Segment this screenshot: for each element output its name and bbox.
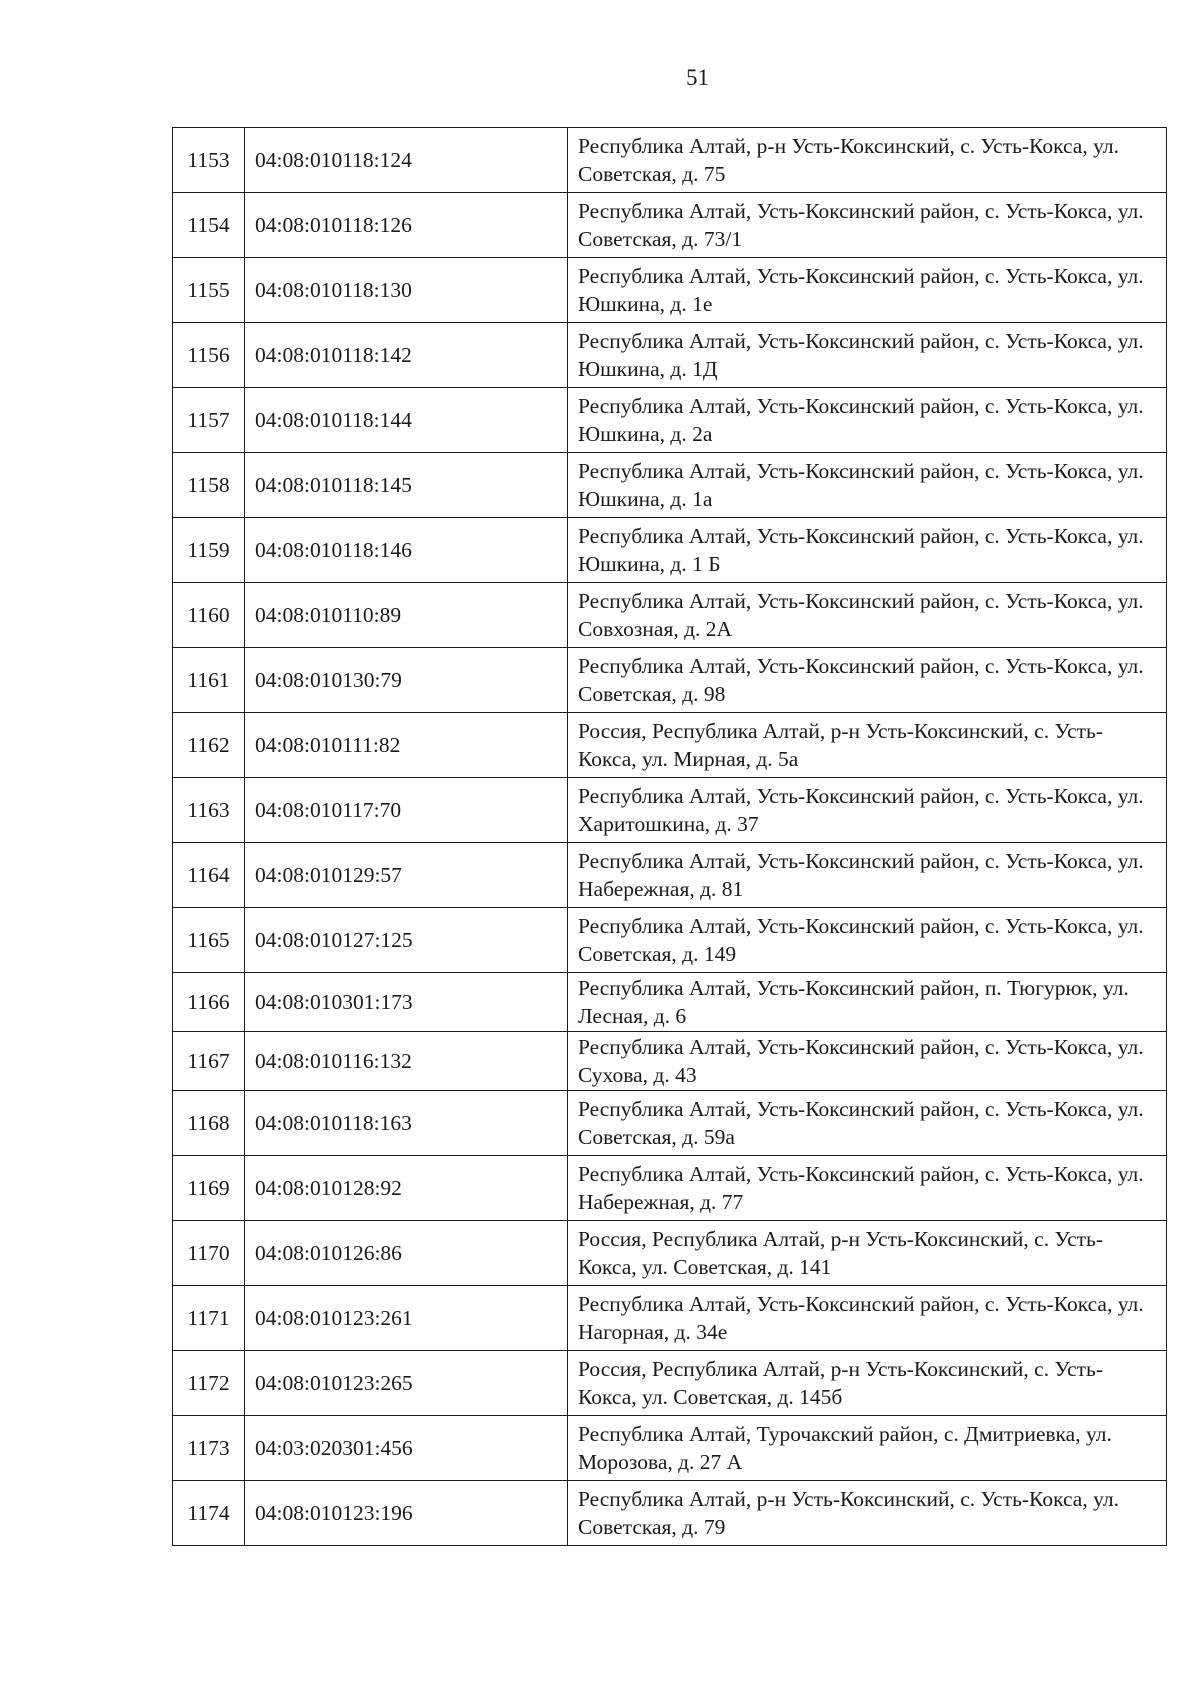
- row-number: 1168: [173, 1091, 245, 1156]
- table-row: [173, 843, 1167, 908]
- row-number: 1163: [173, 778, 245, 843]
- address: Республика Алтай, Усть-Коксинский район, с. Усть-Кокса, ул. Совхозная, д. 2А: [568, 583, 1167, 648]
- address: Республика Алтай, р-н Усть-Коксинский, с. Усть-Кокса, ул. Советская, д. 75: [568, 128, 1167, 193]
- cadastral-number: 04:08:010110:89: [245, 583, 568, 648]
- table-row: [173, 1221, 1167, 1286]
- row-number: 1172: [173, 1351, 245, 1416]
- address: Россия, Республика Алтай, р-н Усть-Коксинский, с. Усть-Кокса, ул. Советская, д. 141: [568, 1221, 1167, 1286]
- address: Республика Алтай, Усть-Коксинский район, с. Усть-Кокса, ул. Харитошкина, д. 37: [568, 778, 1167, 843]
- row-number: 1158: [173, 453, 245, 518]
- table-row: [173, 258, 1167, 323]
- table-row: [173, 1156, 1167, 1221]
- address: Республика Алтай, Усть-Коксинский район, с. Усть-Кокса, ул. Юшкина, д. 1е: [568, 258, 1167, 323]
- row-number: 1173: [173, 1416, 245, 1481]
- cadastral-number: 04:08:010123:261: [245, 1286, 568, 1351]
- cadastral-number: 04:08:010126:86: [245, 1221, 568, 1286]
- row-number: 1170: [173, 1221, 245, 1286]
- cadastral-number: 04:08:010118:145: [245, 453, 568, 518]
- address: Россия, Республика Алтай, р-н Усть-Коксинский, с. Усть-Кокса, ул. Мирная, д. 5а: [568, 713, 1167, 778]
- table-row: [173, 583, 1167, 648]
- row-number: 1155: [173, 258, 245, 323]
- page-number: 51: [686, 65, 709, 90]
- table-row: [173, 1286, 1167, 1351]
- address: Республика Алтай, Усть-Коксинский район, с. Усть-Кокса, ул. Сухова, д. 43: [568, 1032, 1167, 1091]
- table-body: [173, 128, 1167, 1546]
- address: Республика Алтай, Усть-Коксинский район, с. Усть-Кокса, ул. Нагорная, д. 34е: [568, 1286, 1167, 1351]
- cadastral-number: 04:08:010118:163: [245, 1091, 568, 1156]
- cadastral-number: 04:08:010118:144: [245, 388, 568, 453]
- address: Республика Алтай, Усть-Коксинский район, с. Усть-Кокса, ул. Советская, д. 149: [568, 908, 1167, 973]
- table-row: [173, 778, 1167, 843]
- address: Республика Алтай, Усть-Коксинский район, с. Усть-Кокса, ул. Набережная, д. 77: [568, 1156, 1167, 1221]
- table-row: [173, 1032, 1167, 1091]
- cadastral-number: 04:08:010118:142: [245, 323, 568, 388]
- row-number: 1165: [173, 908, 245, 973]
- address: Республика Алтай, Усть-Коксинский район, с. Усть-Кокса, ул. Юшкина, д. 1Д: [568, 323, 1167, 388]
- row-number: 1153: [173, 128, 245, 193]
- address: Республика Алтай, Усть-Коксинский район, с. Усть-Кокса, ул. Юшкина, д. 1 Б: [568, 518, 1167, 583]
- row-number: 1174: [173, 1481, 245, 1546]
- row-number: 1156: [173, 323, 245, 388]
- address: Республика Алтай, Усть-Коксинский район, с. Усть-Кокса, ул. Юшкина, д. 1а: [568, 453, 1167, 518]
- table-row: [173, 908, 1167, 973]
- address: Республика Алтай, р-н Усть-Коксинский, с. Усть-Кокса, ул. Советская, д. 79: [568, 1481, 1167, 1546]
- row-number: 1159: [173, 518, 245, 583]
- address: Республика Алтай, Турочакский район, с. Дмитриевка, ул. Морозова, д. 27 А: [568, 1416, 1167, 1481]
- table-row: [173, 713, 1167, 778]
- row-number: 1162: [173, 713, 245, 778]
- cadastral-number: 04:08:010129:57: [245, 843, 568, 908]
- table-row: [173, 128, 1167, 193]
- row-number: 1157: [173, 388, 245, 453]
- cadastral-number: 04:08:010301:173: [245, 973, 568, 1032]
- table-row: [173, 453, 1167, 518]
- address: Республика Алтай, Усть-Коксинский район, с. Усть-Кокса, ул. Советская, д. 59а: [568, 1091, 1167, 1156]
- address: Республика Алтай, Усть-Коксинский район, с. Усть-Кокса, ул. Советская, д. 73/1: [568, 193, 1167, 258]
- table-row: [173, 1351, 1167, 1416]
- cadastral-number: 04:08:010118:124: [245, 128, 568, 193]
- table-row: [173, 648, 1167, 713]
- address: Республика Алтай, Усть-Коксинский район, с. Усть-Кокса, ул. Юшкина, д. 2а: [568, 388, 1167, 453]
- cadastral-number: 04:03:020301:456: [245, 1416, 568, 1481]
- row-number: 1160: [173, 583, 245, 648]
- row-number: 1167: [173, 1032, 245, 1091]
- row-number: 1154: [173, 193, 245, 258]
- table-row: [173, 973, 1167, 1032]
- table-row: [173, 1481, 1167, 1546]
- cadastral-number: 04:08:010118:130: [245, 258, 568, 323]
- table-row: [173, 388, 1167, 453]
- table-row: [173, 518, 1167, 583]
- cadastral-number: 04:08:010116:132: [245, 1032, 568, 1091]
- row-number: 1164: [173, 843, 245, 908]
- cadastral-number: 04:08:010111:82: [245, 713, 568, 778]
- address: Россия, Республика Алтай, р-н Усть-Коксинский, с. Усть-Кокса, ул. Советская, д. 145б: [568, 1351, 1167, 1416]
- cadastral-number: 04:08:010128:92: [245, 1156, 568, 1221]
- cadastral-number: 04:08:010130:79: [245, 648, 568, 713]
- cadastral-number: 04:08:010123:196: [245, 1481, 568, 1546]
- row-number: 1169: [173, 1156, 245, 1221]
- cadastral-number: 04:08:010118:146: [245, 518, 568, 583]
- address: Республика Алтай, Усть-Коксинский район, п. Тюгурюк, ул. Лесная, д. 6: [568, 973, 1167, 1032]
- row-number: 1166: [173, 973, 245, 1032]
- land-plots-table: [172, 127, 1167, 1546]
- table-row: [173, 1091, 1167, 1156]
- cadastral-number: 04:08:010117:70: [245, 778, 568, 843]
- cadastral-number: 04:08:010123:265: [245, 1351, 568, 1416]
- table-row: [173, 193, 1167, 258]
- row-number: 1161: [173, 648, 245, 713]
- address: Республика Алтай, Усть-Коксинский район, с. Усть-Кокса, ул. Набережная, д. 81: [568, 843, 1167, 908]
- table-row: [173, 323, 1167, 388]
- address: Республика Алтай, Усть-Коксинский район, с. Усть-Кокса, ул. Советская, д. 98: [568, 648, 1167, 713]
- cadastral-number: 04:08:010127:125: [245, 908, 568, 973]
- cadastral-number: 04:08:010118:126: [245, 193, 568, 258]
- table-row: [173, 1416, 1167, 1481]
- row-number: 1171: [173, 1286, 245, 1351]
